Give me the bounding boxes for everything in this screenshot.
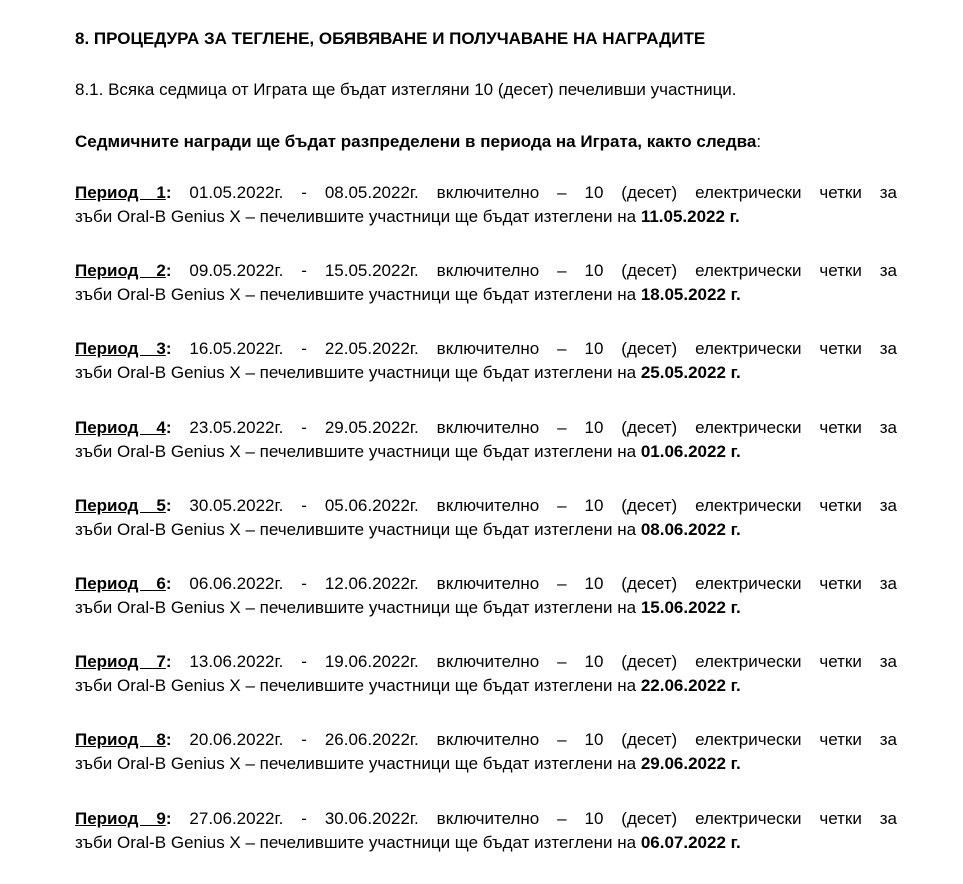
- period-line-1: [75, 728, 897, 752]
- period-label: Период 9: [75, 809, 166, 828]
- period-draw-date: 08.06.2022 г.: [640, 520, 741, 539]
- period-range: 13.06.2022г. - 19.06.2022г. включително – 10 (десет) електрически четки за: [171, 652, 897, 671]
- period-prize-text: зъби Oral-B Genius X – печелившите участници ще бъдат изтеглени на: [75, 442, 641, 461]
- period-line-1: [75, 807, 897, 831]
- period-range: 30.05.2022г. - 05.06.2022г. включително – 10 (десет) електрически четки за: [171, 496, 897, 515]
- period-range: 27.06.2022г. - 30.06.2022г. включително – 10 (десет) електрически четки за: [171, 809, 897, 828]
- period-label-colon: :: [165, 339, 172, 358]
- period-line-2: [75, 596, 897, 620]
- period-draw-date: 11.05.2022 г.: [640, 207, 740, 226]
- period-line-1: [75, 650, 897, 674]
- period-line-1: [75, 572, 897, 596]
- intro-paragraph: 8.1. Всяка седмица от Играта ще бъдат изтегляни 10 (десет) печеливши участници.: [75, 80, 737, 99]
- schedule-title-text: Седмичните награди ще бъдат разпределени в периода на Играта, както следва: [75, 132, 757, 151]
- period-prize-text: зъби Oral-B Genius X – печелившите участници ще бъдат изтеглени на: [75, 363, 641, 382]
- period-item: [75, 259, 897, 307]
- period-draw-date: 06.07.2022 г.: [640, 833, 741, 852]
- period-prize-text: зъби Oral-B Genius X – печелившите участници ще бъдат изтеглени на: [75, 285, 641, 304]
- period-draw-date: 22.06.2022 г.: [640, 676, 741, 695]
- period-draw-date: 15.06.2022 г.: [640, 598, 741, 617]
- period-label: Период 5: [75, 496, 166, 515]
- period-prize-text: зъби Oral-B Genius X – печелившите участници ще бъдат изтеглени на: [75, 207, 641, 226]
- period-prize-text: зъби Oral-B Genius X – печелившите участници ще бъдат изтеглени на: [75, 520, 641, 539]
- period-line-2: [75, 205, 897, 229]
- period-label-colon: :: [165, 730, 172, 749]
- schedule-title-colon: :: [756, 132, 762, 151]
- period-item: [75, 181, 897, 229]
- period-range: 20.06.2022г. - 26.06.2022г. включително – 10 (десет) електрически четки за: [171, 730, 897, 749]
- section-heading: 8. ПРОЦЕДУРА ЗА ТЕГЛЕНЕ, ОБЯВЯВАНЕ И ПОЛУЧАВАНЕ НА НАГРАДИТЕ: [75, 29, 706, 48]
- period-draw-date: 01.06.2022 г.: [640, 442, 741, 461]
- period-label: Период 1: [75, 183, 166, 202]
- period-label-colon: :: [165, 496, 172, 515]
- period-prize-text: зъби Oral-B Genius X – печелившите участници ще бъдат изтеглени на: [75, 833, 641, 852]
- period-item: [75, 807, 897, 855]
- period-prize-text: зъби Oral-B Genius X – печелившите участници ще бъдат изтеглени на: [75, 754, 641, 773]
- period-item: [75, 728, 897, 776]
- period-label: Период 4: [75, 418, 166, 437]
- period-label-colon: :: [165, 652, 172, 671]
- period-line-2: [75, 440, 897, 464]
- period-line-1: [75, 494, 897, 518]
- period-item: [75, 572, 897, 620]
- period-label-colon: :: [165, 418, 172, 437]
- period-range: 09.05.2022г. - 15.05.2022г. включително – 10 (десет) електрически четки за: [171, 261, 897, 280]
- period-prize-text: зъби Oral-B Genius X – печелившите участници ще бъдат изтеглени на: [75, 676, 641, 695]
- period-item: [75, 494, 897, 542]
- period-label-colon: :: [165, 809, 172, 828]
- period-draw-date: 18.05.2022 г.: [640, 285, 741, 304]
- period-range: 06.06.2022г. - 12.06.2022г. включително – 10 (десет) електрически четки за: [171, 574, 897, 593]
- period-item: [75, 337, 897, 385]
- period-draw-date: 25.05.2022 г.: [640, 363, 741, 382]
- schedule-title: [75, 131, 761, 153]
- period-label: Период 8: [75, 730, 166, 749]
- period-line-1: [75, 337, 897, 361]
- period-range: 23.05.2022г. - 29.05.2022г. включително – 10 (десет) електрически четки за: [171, 418, 897, 437]
- period-label: Период 3: [75, 339, 166, 358]
- period-line-1: [75, 181, 897, 205]
- period-label-colon: :: [165, 183, 172, 202]
- period-line-1: [75, 416, 897, 440]
- period-label: Период 6: [75, 574, 166, 593]
- period-label: Период 2: [75, 261, 166, 280]
- period-line-2: [75, 674, 897, 698]
- period-prize-text: зъби Oral-B Genius X – печелившите участници ще бъдат изтеглени на: [75, 598, 641, 617]
- period-line-2: [75, 283, 897, 307]
- period-draw-date: 29.06.2022 г.: [640, 754, 741, 773]
- period-line-2: [75, 831, 897, 855]
- period-line-2: [75, 518, 897, 542]
- period-line-2: [75, 752, 897, 776]
- period-label: Период 7: [75, 652, 166, 671]
- period-label-colon: :: [165, 261, 172, 280]
- period-range: 16.05.2022г. - 22.05.2022г. включително – 10 (десет) електрически четки за: [171, 339, 897, 358]
- period-item: [75, 650, 897, 698]
- period-line-1: [75, 259, 897, 283]
- period-label-colon: :: [165, 574, 172, 593]
- period-item: [75, 416, 897, 464]
- period-line-2: [75, 361, 897, 385]
- period-range: 01.05.2022г. - 08.05.2022г. включително – 10 (десет) електрически четки за: [171, 183, 897, 202]
